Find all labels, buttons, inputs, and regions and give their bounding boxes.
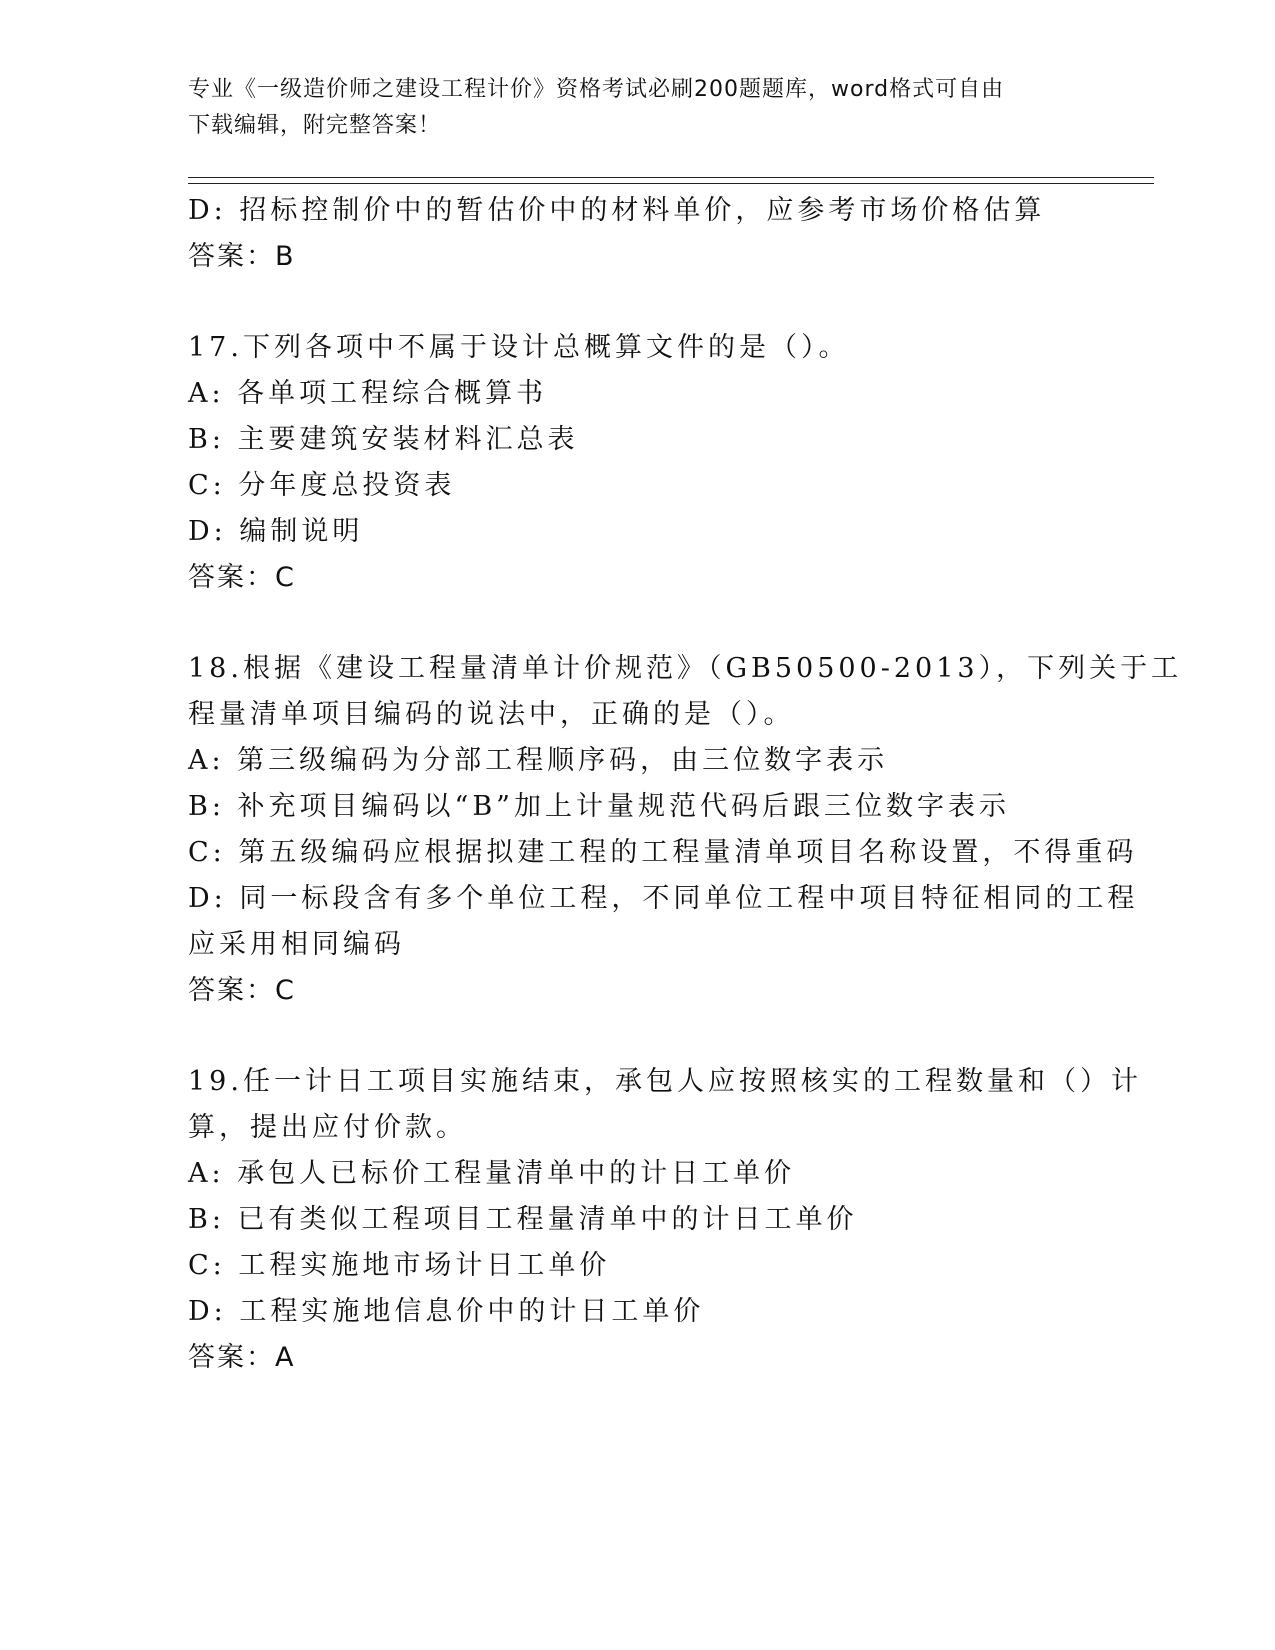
spacer [188, 1014, 1088, 1059]
option-a: A: 第三级编码为分部工程顺序码，由三位数字表示 [188, 745, 889, 776]
option-a: A: 承包人已标价工程量清单中的计日工单价 [188, 1158, 796, 1189]
question-stem-continued: 程量清单项目编码的说法中，正确的是（）。 [188, 699, 795, 730]
question-stem: 19.任一计日工项目实施结束，承包人应按照核实的工程数量和（）计 [188, 1066, 1142, 1097]
question-content [188, 188, 1183, 1381]
option-b: B: 补充项目编码以“B”加上计量规范代码后跟三位数字表示 [188, 791, 1010, 822]
header-text-line-1: 专业《一级造价师之建设工程计价》资格考试必刷200题题库，word格式可自由 [188, 77, 1005, 102]
option-d: D: 同一标段含有多个单位工程，不同单位工程中项目特征相同的工程 [188, 883, 1139, 914]
question-stem-continued: 算，提出应付价款。 [188, 1112, 467, 1143]
answer-line: 答案：C [188, 562, 296, 593]
option-c: C: 第五级编码应根据拟建工程的工程量清单项目名称设置，不得重码 [188, 837, 1138, 868]
question-17 [188, 325, 1088, 601]
question-stem: 17.下列各项中不属于设计总概算文件的是（）。 [188, 332, 850, 363]
option-b: B: 主要建筑安装材料汇总表 [188, 424, 579, 455]
spacer [188, 280, 1088, 325]
header-divider-bottom [188, 183, 1154, 184]
option-c: C: 分年度总投资表 [188, 470, 456, 501]
answer-line: 答案：C [188, 975, 296, 1006]
option-d-continued: 应采用相同编码 [188, 929, 405, 960]
option-d: D: 招标控制价中的暂估价中的材料单价，应参考市场价格估算 [188, 195, 1046, 226]
option-b: B: 已有类似工程项目工程量清单中的计日工单价 [188, 1204, 858, 1235]
option-d: D: 工程实施地信息价中的计日工单价 [188, 1296, 705, 1327]
option-c: C: 工程实施地市场计日工单价 [188, 1250, 611, 1281]
header-divider-top [188, 177, 1154, 178]
option-a: A: 各单项工程综合概算书 [188, 378, 548, 409]
spacer [188, 601, 1088, 646]
option-d: D: 编制说明 [188, 516, 364, 547]
answer-line: 答案：B [188, 241, 296, 272]
header-text-line-2: 下载编辑，附完整答案！ [188, 113, 442, 138]
question-18 [188, 646, 1183, 1014]
answer-line: 答案：A [188, 1342, 296, 1373]
question-19 [188, 1059, 1142, 1381]
question-stem: 18.根据《建设工程量清单计价规范》（GB50500-2013），下列关于工 [188, 653, 1183, 684]
previous-question-tail [188, 188, 1088, 280]
page-header [188, 72, 1068, 144]
